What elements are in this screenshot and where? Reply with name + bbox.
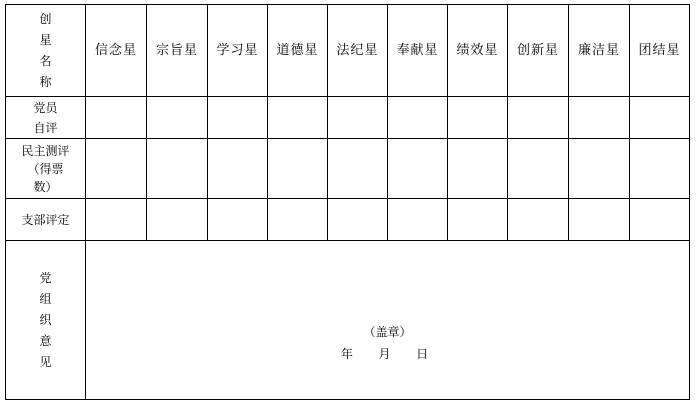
header-label-cell bbox=[6, 5, 86, 97]
entry-cell[interactable] bbox=[86, 139, 147, 199]
star-name-jixiao: 绩效星 bbox=[456, 43, 499, 58]
democratic-eval-label bbox=[6, 142, 85, 196]
entry-cell[interactable] bbox=[268, 97, 328, 139]
branch-eval-label-cell bbox=[6, 199, 86, 241]
entry-cell[interactable] bbox=[569, 199, 630, 241]
entry-cell[interactable] bbox=[508, 199, 569, 241]
democratic-eval-line: 民主测评 bbox=[21, 143, 70, 158]
self-eval-label-cell bbox=[6, 97, 86, 139]
entry-cell[interactable] bbox=[147, 97, 208, 139]
star-name-tuanjie: 团结星 bbox=[638, 43, 681, 58]
entry-cell[interactable] bbox=[328, 199, 388, 241]
party-opinion-label: 党组织意见 bbox=[39, 270, 52, 369]
self-eval-row bbox=[6, 97, 690, 139]
entry-cell[interactable] bbox=[448, 97, 508, 139]
party-opinion-row bbox=[6, 241, 690, 400]
star-name-lianjie: 廉洁星 bbox=[577, 43, 620, 58]
entry-cell[interactable] bbox=[147, 199, 208, 241]
star-header-cell bbox=[569, 5, 630, 97]
entry-cell[interactable] bbox=[630, 97, 690, 139]
star-evaluation-table bbox=[5, 4, 690, 400]
democratic-eval-line: 数） bbox=[33, 179, 58, 194]
entry-cell[interactable] bbox=[630, 199, 690, 241]
entry-cell[interactable] bbox=[388, 97, 448, 139]
star-header-cell bbox=[630, 5, 690, 97]
entry-cell[interactable] bbox=[208, 199, 268, 241]
entry-cell[interactable] bbox=[328, 97, 388, 139]
entry-cell[interactable] bbox=[508, 97, 569, 139]
star-name-daode: 道德星 bbox=[276, 43, 319, 58]
star-name-fengxian: 奉献星 bbox=[396, 43, 439, 58]
entry-cell[interactable] bbox=[147, 139, 208, 199]
seal-block bbox=[86, 321, 689, 365]
entry-cell[interactable] bbox=[268, 139, 328, 199]
entry-cell[interactable] bbox=[569, 97, 630, 139]
entry-cell[interactable] bbox=[328, 139, 388, 199]
branch-eval-row bbox=[6, 199, 690, 241]
star-name-faji: 法纪星 bbox=[336, 43, 379, 58]
entry-cell[interactable] bbox=[388, 139, 448, 199]
star-header-cell bbox=[268, 5, 328, 97]
entry-cell[interactable] bbox=[569, 139, 630, 199]
party-opinion-content-cell[interactable] bbox=[86, 241, 690, 400]
star-header-cell bbox=[328, 5, 388, 97]
star-header-cell bbox=[208, 5, 268, 97]
star-name-chuangxin: 创新星 bbox=[516, 43, 559, 58]
entry-cell[interactable] bbox=[208, 139, 268, 199]
democratic-eval-label-cell bbox=[6, 139, 86, 199]
header-row bbox=[6, 5, 690, 97]
header-label: 创星名称 bbox=[39, 11, 52, 89]
star-name-xuexi: 学习星 bbox=[216, 43, 259, 58]
party-opinion-area bbox=[86, 241, 689, 399]
entry-cell[interactable] bbox=[448, 139, 508, 199]
self-eval-label: 党员自评 bbox=[33, 100, 58, 135]
star-header-cell bbox=[86, 5, 147, 97]
entry-cell[interactable] bbox=[508, 139, 569, 199]
party-opinion-label-cell bbox=[6, 241, 86, 400]
seal-stamp-label: （盖章） bbox=[363, 325, 412, 339]
entry-cell[interactable] bbox=[268, 199, 328, 241]
entry-cell[interactable] bbox=[630, 139, 690, 199]
star-name-xinnian: 信念星 bbox=[94, 43, 137, 58]
entry-cell[interactable] bbox=[388, 199, 448, 241]
entry-cell[interactable] bbox=[86, 199, 147, 241]
entry-cell[interactable] bbox=[208, 97, 268, 139]
star-header-cell bbox=[448, 5, 508, 97]
democratic-eval-line: （得票 bbox=[27, 161, 64, 176]
star-header-cell bbox=[388, 5, 448, 97]
seal-date-label: 年 月 日 bbox=[340, 347, 435, 361]
star-header-cell bbox=[147, 5, 208, 97]
star-name-zongzhi: 宗旨星 bbox=[155, 43, 198, 58]
democratic-eval-row bbox=[6, 139, 690, 199]
entry-cell[interactable] bbox=[448, 199, 508, 241]
star-header-cell bbox=[508, 5, 569, 97]
branch-eval-label: 支部评定 bbox=[21, 212, 70, 227]
entry-cell[interactable] bbox=[86, 97, 147, 139]
